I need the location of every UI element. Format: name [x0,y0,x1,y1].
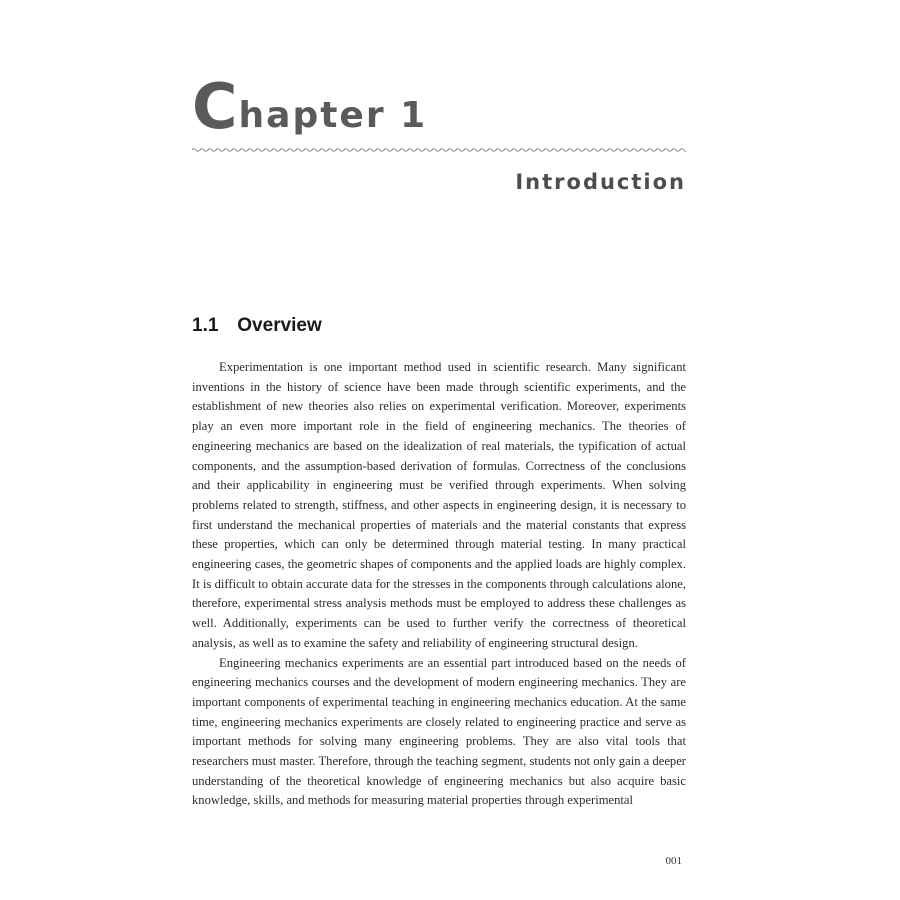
section-heading [192,315,322,337]
chapter-initial: C [192,70,239,143]
chapter-subtitle: Introduction [515,170,686,194]
paragraph: Engineering mechanics experiments are an essential part introduced based on the needs of engineering mechanics courses and the development of modern engineering mechanics. They are important components of experimental teaching in engineering mechanics education. At the same time, engineering mechanics experiments are closely related to engineering practice and serve as important methods for solving many engineering problems. They are also vital tools that researchers must master. Therefore, through the teaching segment, students not only gain a deeper understanding of the theoretical knowledge of engineering mechanics but also acquire basic knowledge, skills, and methods for measuring material properties through experimental [192,655,686,808]
chapter-title [192,70,428,143]
chapter-wavy-rule [192,146,686,154]
section-title: Overview [237,315,322,336]
page-number: 001 [665,855,682,867]
body-text [192,358,686,811]
section-number: 1.1 [192,315,219,336]
paragraph: Experimentation is one important method used in scientific research. Many significant inventions in the history of science have been made through scientific experiments, and the establishment of new theories also relies on experimental verification. Moreover, experiments play an even more important role in the field of engineering mechanics. The theories of engineering mechanics are based on the idealization of real materials, the typification of actual components, and the assumption-based derivation of formulas. Correctness of the conclusions and their applicability in engineering must be verified through experiments. When solving problems related to strength, stiffness, and other aspects in engineering design, it is necessary to first understand the mechanical properties of materials and the material constants that express these properties, which can only be determined through material testing. In many practical engineering cases, the geometric shapes of components and the applied loads are highly complex. It is difficult to obtain accurate data for the stresses in the components through calculations alone, therefore, experimental stress analysis methods must be employed to address these challenges as well. Additionally, experiments can be used to further verify the correctness of theoretical analysis, as well as to examine the safety and reliability of engineering structural design. [192,360,686,650]
chapter-label: hapter 1 [238,95,428,136]
